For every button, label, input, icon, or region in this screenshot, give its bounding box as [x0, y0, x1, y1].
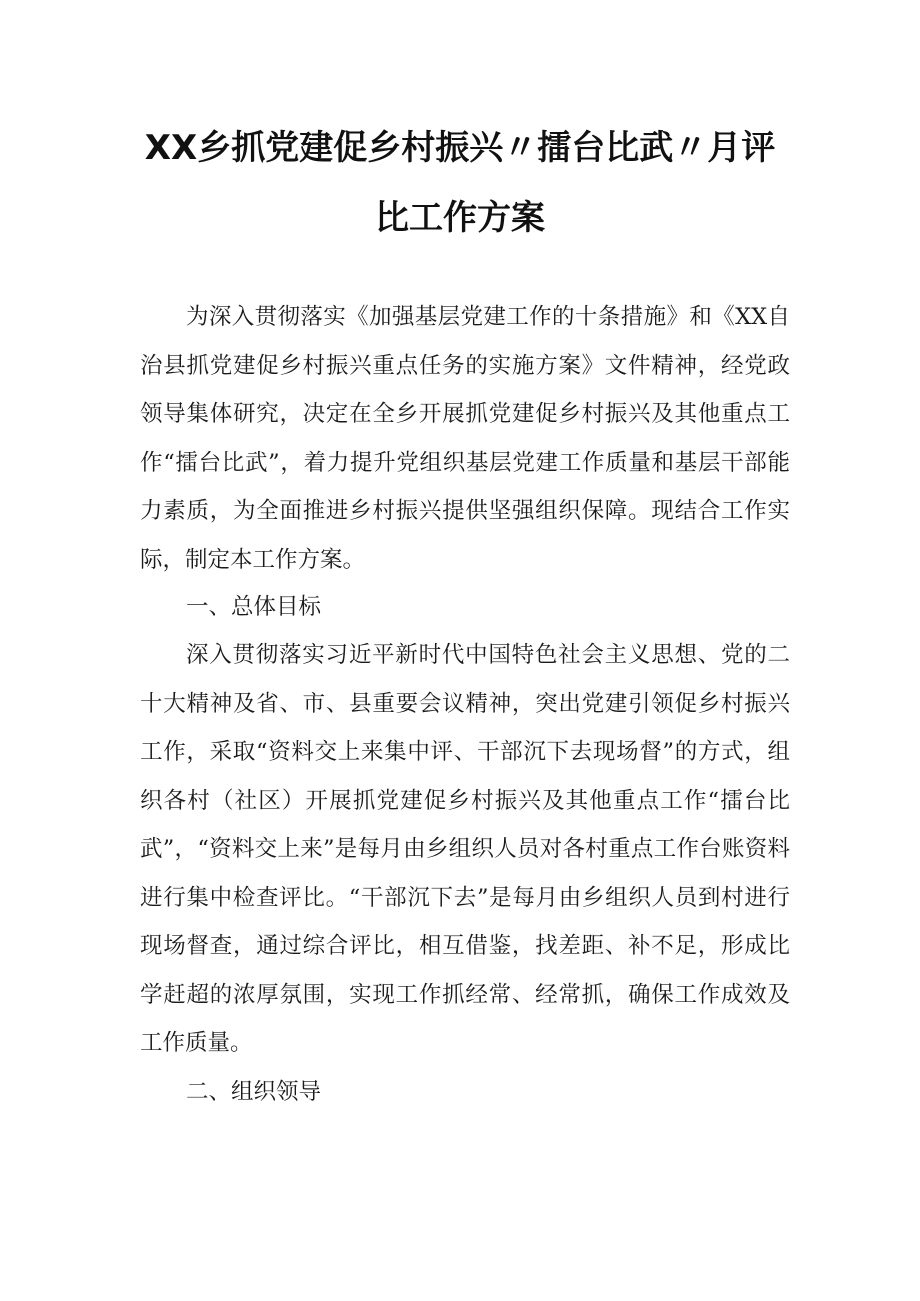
intro-paragraph: 为深入贯彻落实《加强基层党建工作的十条措施》和《XX自治县抓党建促乡村振兴重点任务的实施方案》文件精神，经党政领导集体研究，决定在全乡开展抓党建促乡村振兴及其他重点工作“擂台比武”，着力提升党组织基层党建工作质量和基层干部能力素质，为全面推进乡村振兴提供坚强组织保障。现结合工作实际，制定本工作方案。 — [140, 304, 790, 573]
section-heading-organization: 二、组织领导 — [186, 1079, 322, 1105]
document-title-line-1: XX乡抓党建促乡村振兴〃擂台比武〃月评 — [144, 128, 776, 168]
document-title-line-2: 比工作方案 — [375, 198, 545, 238]
section-heading-overall-goal: 一、总体目标 — [186, 594, 322, 620]
section-paragraph-overall-goal: 深入贯彻落实习近平新时代中国特色社会主义思想、党的二十大精神及省、市、县重要会议精神，突出党建引领促乡村振兴工作，采取“资料交上来集中评、干部沉下去现场督”的方式，组织各村（社区）开展抓党建促乡村振兴及其他重点工作“擂台比武”，“资料交上来”是每月由乡组织人员对各村重点工作台账资料进行集中检查评比。“干部沉下去”是每月由乡组织人员到村进行现场督查，通过综合评比，相互借鉴，找差距、补不足，形成比学赶超的浓厚氛围，实现工作抓经常、经常抓，确保工作成效及工作质量。 — [140, 642, 790, 1056]
